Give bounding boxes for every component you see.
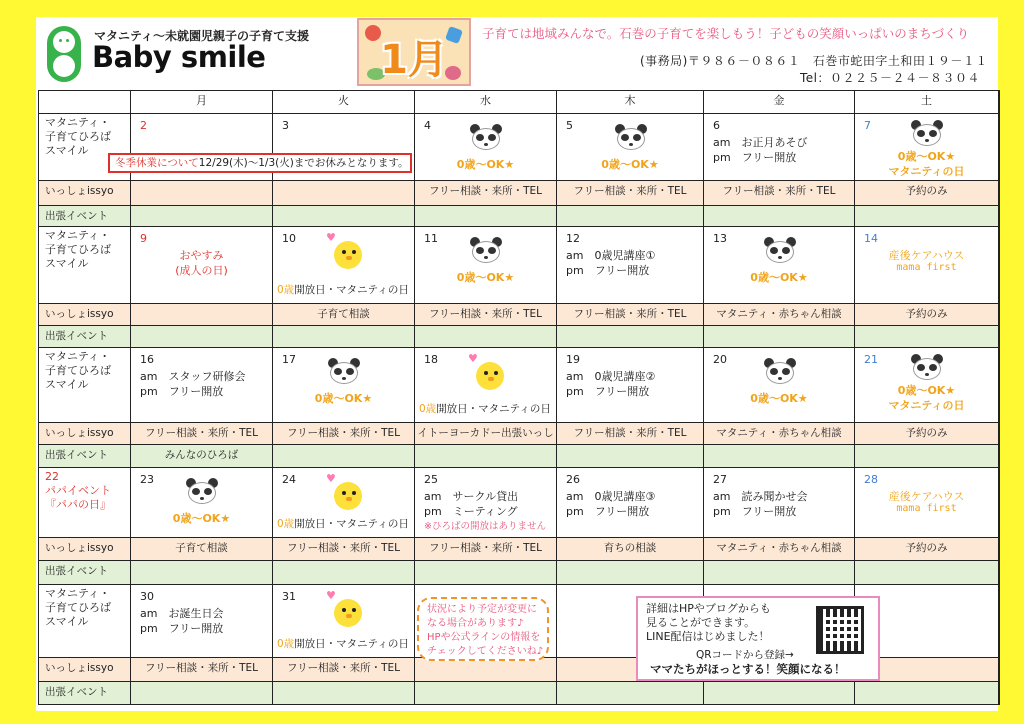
event-cell: [704, 682, 855, 705]
issyo-cell: [855, 304, 999, 326]
chick-icon: ♥: [468, 354, 508, 392]
day-cell: [704, 114, 855, 181]
issyo-label-text: いっしょissyo: [45, 185, 114, 197]
header-corner: [38, 90, 131, 114]
event-label: [38, 682, 131, 705]
schedule-line: pm フリー開放: [566, 385, 650, 398]
weekday-header: [855, 90, 999, 114]
date-number: 23: [140, 473, 154, 486]
age-ok-label: 0歳～OK★: [897, 150, 956, 163]
row-label-line: マタニティ・: [45, 229, 111, 242]
event-label-text: 出張イベント: [45, 686, 108, 698]
day-cell: [704, 348, 855, 423]
issyo-label: [38, 304, 131, 326]
issyo-label-text: いっしょissyo: [45, 542, 114, 554]
event-cell: [131, 561, 273, 585]
date-number: 9: [140, 232, 147, 245]
date-number: 25: [424, 473, 438, 486]
weekday-label: 火: [338, 94, 349, 107]
date-number: 24: [282, 473, 296, 486]
day-cell: [855, 114, 999, 181]
event-label-text: 出張イベント: [45, 210, 108, 222]
issyo-text: フリー相談・来所・TEL: [429, 542, 542, 554]
issyo-text: 子育て相談: [175, 542, 228, 554]
panda-icon: [184, 478, 220, 504]
open-day-label: [277, 516, 409, 531]
row-label-line: 子育てひろば: [45, 601, 111, 614]
event-cell: [415, 206, 557, 227]
day-cell: [131, 468, 273, 538]
date-number: 28: [864, 473, 878, 486]
date-number: 12: [566, 232, 580, 245]
event-cell: [704, 561, 855, 585]
date-number: 26: [566, 473, 580, 486]
issyo-cell: [704, 538, 855, 561]
issyo-text: 予約のみ: [905, 427, 948, 439]
issyo-text: 子育て相談: [317, 308, 370, 320]
event-title: パパイベント: [45, 484, 111, 497]
issyo-cell: [557, 304, 704, 326]
date-number: 7: [864, 119, 871, 132]
row-label-line: スマイル: [45, 615, 89, 628]
issyo-cell: [855, 423, 999, 445]
day-cell: [415, 227, 557, 304]
event-cell: [415, 326, 557, 348]
day-cell: [273, 585, 415, 658]
open-day-label: [277, 636, 409, 651]
date-number: 19: [566, 353, 580, 366]
row-label-line: マタニティ・: [45, 116, 111, 129]
issyo-cell: [273, 538, 415, 561]
event-cell: [557, 206, 704, 227]
age-text: 0歳: [277, 518, 295, 530]
issyo-text: フリー相談・来所・TEL: [429, 185, 542, 197]
age-text: 0歳: [277, 284, 295, 296]
telephone: Tel：０２２５－２４－８３０４: [800, 71, 981, 85]
issyo-cell: [131, 538, 273, 561]
issyo-text: フリー相談・来所・TEL: [429, 308, 542, 320]
schedule-line: am お誕生日会: [140, 607, 224, 620]
schedule-line: pm フリー開放: [713, 151, 797, 164]
day-cell: [557, 348, 704, 423]
schedule-line: pm フリー開放: [140, 385, 224, 398]
issyo-text: フリー相談・来所・TEL: [287, 542, 400, 554]
issyo-cell: [273, 304, 415, 326]
issyo-cell: [557, 538, 704, 561]
issyo-text: フリー相談・来所・TEL: [145, 427, 258, 439]
row-label-line: スマイル: [45, 378, 89, 391]
date-number: 30: [140, 590, 154, 603]
schedule-line: pm フリー開放: [566, 505, 650, 518]
weekday-label: 土: [921, 94, 932, 107]
schedule-line: am 0歳児講座③: [566, 490, 656, 503]
day-cell: [855, 227, 999, 304]
event-cell: [557, 326, 704, 348]
address: (事務局)〒９８６－０８６１ 石巻市蛇田字土和田１９－１１: [640, 54, 988, 68]
event-label: [38, 206, 131, 227]
panda-icon: [909, 120, 945, 146]
event-cell: [557, 445, 704, 468]
event-text: みんなのひろば: [164, 449, 239, 461]
panda-icon: [326, 358, 362, 384]
care-house-line: 産後ケアハウス: [888, 490, 965, 503]
age-ok-label: 0歳～OK★: [172, 512, 231, 525]
panda-icon: [762, 358, 798, 384]
event-cell: [415, 561, 557, 585]
date-number: 21: [864, 353, 878, 366]
chick-icon: ♥: [326, 233, 366, 271]
tagline: 子育ては地域みんなで。石巻の子育てを楽しもう！子どもの笑顔いっぱいのまちづくり: [482, 26, 970, 41]
issyo-text: フリー相談・来所・TEL: [287, 662, 400, 674]
issyo-text: 予約のみ: [905, 185, 948, 197]
qr-code[interactable]: [816, 606, 864, 654]
date-number: 6: [713, 119, 720, 132]
day-cell: [131, 348, 273, 423]
row-label: [38, 468, 131, 538]
date-number: 31: [282, 590, 296, 603]
age-ok-label: 0歳～OK★: [314, 392, 373, 405]
open-day-text: 開放日・マタニティの日: [294, 284, 409, 296]
panda-icon: [613, 124, 649, 150]
issyo-cell: [131, 658, 273, 682]
date-number: 2: [140, 119, 147, 132]
date-number: 18: [424, 353, 438, 366]
month-title: 1月: [380, 37, 448, 83]
event-cell: [855, 682, 999, 705]
issyo-cell: [415, 304, 557, 326]
day-cell: [131, 227, 273, 304]
issyo-text: フリー相談・来所・TEL: [573, 427, 687, 439]
date-number: 14: [864, 232, 878, 245]
day-cell: [273, 348, 415, 423]
issyo-text: イトーヨーカドー出張いっし: [417, 427, 554, 439]
caution-note: 状況により予定が変更に なる場合があります♪ HPや公式ラインの情報を チェックしてくださいね♪: [417, 597, 549, 661]
issyo-label-text: いっしょissyo: [45, 308, 114, 320]
day-cell: [415, 348, 557, 423]
age-ok-label: 0歳～OK★: [897, 384, 956, 397]
month-banner: [357, 18, 471, 86]
issyo-text: 育ちの相談: [603, 542, 657, 554]
info-slogan: ママたちがほっとする！笑顔になる！: [650, 662, 846, 676]
issyo-text: フリー相談・来所・TEL: [573, 308, 687, 320]
issyo-cell: [704, 423, 855, 445]
issyo-text: フリー相談・来所・TEL: [573, 185, 687, 197]
event-cell: [557, 561, 704, 585]
date-number: 5: [566, 119, 573, 132]
age-ok-label: 0歳～OK★: [456, 271, 515, 284]
issyo-cell: [131, 304, 273, 326]
issyo-text: マタニティ・赤ちゃん相談: [716, 308, 842, 320]
schedule-note: ※ひろばの開放はありません: [424, 521, 546, 532]
event-cell: [855, 445, 999, 468]
date-number: 10: [282, 232, 296, 245]
date-number: 16: [140, 353, 154, 366]
chick-icon: ♥: [326, 591, 366, 629]
age-ok-label: 0歳～OK★: [456, 158, 515, 171]
issyo-cell: [855, 181, 999, 206]
date-number: 13: [713, 232, 727, 245]
care-house-line: mama first: [896, 503, 957, 514]
event-cell: [273, 326, 415, 348]
date-number: 11: [424, 232, 438, 245]
event-cell: [855, 561, 999, 585]
event-cell: [131, 682, 273, 705]
care-house-line: mama first: [896, 262, 957, 273]
event-label: [38, 445, 131, 468]
day-cell: [415, 114, 557, 181]
issyo-label: [38, 423, 131, 445]
schedule-line: am お正月あそび: [713, 136, 808, 149]
issyo-label: [38, 658, 131, 682]
row-label: [38, 227, 131, 304]
day-cell: [415, 468, 557, 538]
schedule-line: am 読み聞かせ会: [713, 490, 808, 503]
event-label-text: 出張イベント: [45, 565, 108, 577]
event-cell: [855, 326, 999, 348]
issyo-cell: [415, 181, 557, 206]
day-cell: [557, 114, 704, 181]
event-cell: [704, 445, 855, 468]
event-cell: [131, 206, 273, 227]
age-text: 0歳: [277, 638, 295, 650]
age-ok-label: 0歳～OK★: [601, 158, 659, 171]
qr-prompt: QRコードから登録→: [696, 649, 794, 661]
event-label-text: 出張イベント: [45, 330, 108, 342]
issyo-cell: [557, 423, 704, 445]
issyo-text: フリー相談・来所・TEL: [287, 427, 400, 439]
date-number: 20: [713, 353, 727, 366]
event-cell: [415, 445, 557, 468]
schedule-line: am 0歳児講座②: [566, 370, 656, 383]
day-cell: [273, 468, 415, 538]
panda-icon: [468, 124, 504, 150]
schedule-line: pm ミーティング: [424, 505, 518, 518]
schedule-line: am 0歳児講座①: [566, 249, 656, 262]
event-cell: [273, 561, 415, 585]
issyo-cell: [273, 658, 415, 682]
issyo-text: フリー相談・来所・TEL: [722, 185, 836, 197]
issyo-cell: [415, 538, 557, 561]
event-cell: [557, 682, 704, 705]
date-number: 4: [424, 119, 431, 132]
day-cell: [704, 468, 855, 538]
weekday-label: 水: [480, 94, 491, 107]
day-cell: [855, 468, 999, 538]
event-cell: [704, 206, 855, 227]
day-cell: [273, 227, 415, 304]
event-cell: [704, 326, 855, 348]
age-text: 0歳: [419, 403, 437, 415]
org-subtitle: マタニティ～未就園児親子の子育て支援: [94, 29, 310, 43]
date-number: 17: [282, 353, 296, 366]
row-label-line: スマイル: [45, 257, 89, 270]
schedule-line: pm フリー開放: [713, 505, 797, 518]
row-label-line: マタニティ・: [45, 350, 111, 363]
event-cell: [131, 326, 273, 348]
care-house-line: 産後ケアハウス: [888, 249, 965, 262]
row-label: [38, 585, 131, 658]
event-cell: [273, 206, 415, 227]
issyo-cell: [131, 423, 273, 445]
event-cell: [415, 682, 557, 705]
event-title: 『パパの日』: [45, 498, 111, 511]
panda-icon: [762, 237, 798, 263]
weekday-header: [704, 90, 855, 114]
weekday-label: 月: [196, 94, 207, 107]
event-label: [38, 561, 131, 585]
issyo-cell: [704, 304, 855, 326]
event-cell: [273, 445, 415, 468]
open-day-text: 開放日・マタニティの日: [294, 518, 409, 530]
row-label-line: 子育てひろば: [45, 364, 111, 377]
maternity-day-label: マタニティの日: [888, 165, 965, 178]
panda-icon: [468, 237, 504, 263]
issyo-text: マタニティ・赤ちゃん相談: [716, 427, 842, 439]
issyo-text: 予約のみ: [905, 542, 948, 554]
maternity-day-label: マタニティの日: [888, 399, 965, 412]
date-number: 3: [282, 119, 289, 132]
weekday-header: [415, 90, 557, 114]
issyo-cell: [273, 181, 415, 206]
issyo-cell: [273, 423, 415, 445]
issyo-text: 予約のみ: [905, 308, 948, 320]
row-label-line: 子育てひろば: [45, 243, 111, 256]
issyo-cell: [855, 538, 999, 561]
row-label-line: 子育てひろば: [45, 130, 111, 143]
weekday-header: [131, 90, 273, 114]
day-cell: [855, 348, 999, 423]
event-label: [38, 326, 131, 348]
event-cell: [131, 445, 273, 468]
issyo-text: フリー相談・来所・TEL: [145, 662, 258, 674]
logo-badge-icon: [47, 26, 81, 82]
panda-icon: [909, 354, 945, 380]
weekday-label: 金: [773, 94, 785, 107]
issyo-cell: [415, 423, 557, 445]
open-day-text: 開放日・マタニティの日: [294, 638, 409, 650]
issyo-label: [38, 538, 131, 561]
info-box: 詳細はHPやブログからも 見ることができます。 LINE配信はじめました！ QRコードから登録→ ママたちがほっとする！笑顔になる！: [636, 596, 880, 681]
schedule-line: am スタッフ研修会: [140, 370, 246, 383]
open-day-text: 開放日・マタニティの日: [436, 403, 551, 415]
row-label-line: マタニティ・: [45, 587, 111, 600]
schedule-line: am サークル貸出: [424, 490, 519, 503]
issyo-label-text: いっしょissyo: [45, 662, 114, 674]
row-label: [38, 348, 131, 423]
date-number: 22: [45, 470, 59, 483]
schedule-line: pm フリー開放: [566, 264, 650, 277]
day-cell: [557, 468, 704, 538]
weekday-header: [273, 90, 415, 114]
issyo-cell: [415, 658, 557, 682]
weekday-header: [557, 90, 704, 114]
row-label-line: スマイル: [45, 144, 89, 157]
issyo-cell: [704, 181, 855, 206]
issyo-cell: [131, 181, 273, 206]
open-day-label: [277, 282, 409, 297]
day-cell: [557, 227, 704, 304]
issyo-text: マタニティ・赤ちゃん相談: [716, 542, 842, 554]
logo-text: Baby smile: [92, 40, 266, 74]
day-cell: [704, 227, 855, 304]
age-ok-label: 0歳～OK★: [750, 271, 808, 284]
chick-icon: ♥: [326, 474, 366, 512]
holiday-line: (成人の日): [175, 264, 228, 277]
event-label-text: 出張イベント: [45, 449, 108, 461]
issyo-cell: [557, 181, 704, 206]
holiday-line: おやすみ: [179, 249, 224, 262]
issyo-label: [38, 181, 131, 206]
age-ok-label: 0歳～OK★: [750, 392, 808, 405]
schedule-line: pm フリー開放: [140, 622, 224, 635]
closure-notice: 冬季休業について12/29(木)～1/3(火)までお休みとなります。: [108, 153, 412, 173]
event-cell: [273, 682, 415, 705]
issyo-label-text: いっしょissyo: [45, 427, 114, 439]
date-number: 27: [713, 473, 727, 486]
day-cell: [131, 585, 273, 658]
open-day-label: [419, 401, 551, 416]
event-cell: [855, 206, 999, 227]
weekday-label: 木: [624, 94, 636, 107]
